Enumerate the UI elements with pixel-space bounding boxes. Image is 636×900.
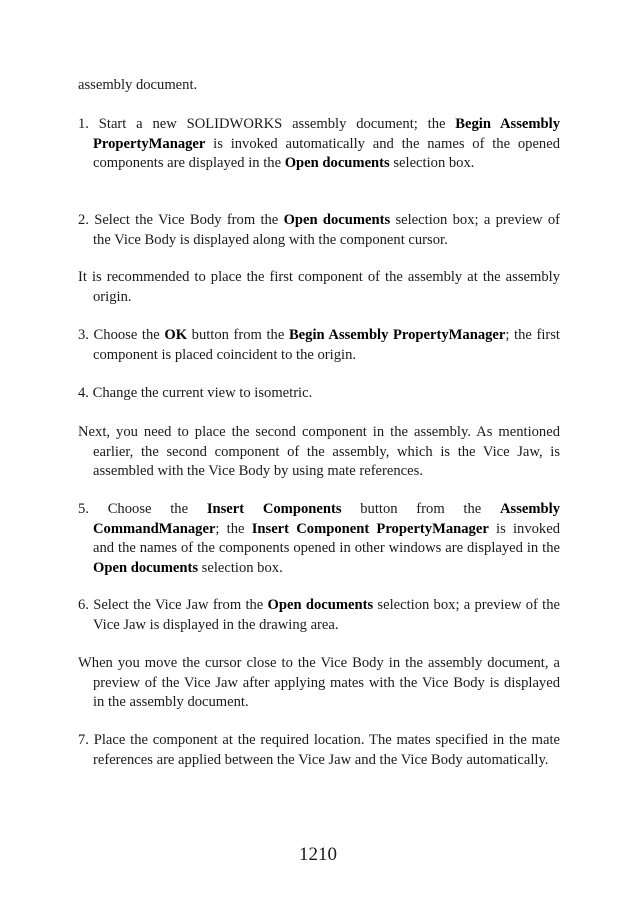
text-run: button from the	[341, 501, 501, 517]
bold-term: Open documents	[93, 559, 199, 576]
text-run: 5. Choose the	[78, 501, 207, 517]
text-run: assembly document.	[78, 77, 198, 93]
bold-term: Open documents	[283, 212, 391, 228]
text-run: is invoked automatically and the names of the opened components are displayed in the	[93, 135, 560, 171]
text-run: button from the	[187, 327, 289, 343]
paragraph-note-origin	[78, 268, 560, 307]
paragraph-step-5	[78, 500, 560, 578]
bold-term: Open documents	[267, 597, 374, 613]
text-run: selection box; a preview of the Vice Jaw is displayed in the drawing area.	[93, 597, 560, 633]
bold-term: Insert Component PropertyManager	[251, 520, 489, 537]
text-run: 7. Place the component at the required location. The mates specified in the mate references are applied between the Vice Jaw and the Vice Body automatically.	[78, 732, 560, 768]
text-run: selection box.	[389, 155, 475, 171]
text-run: 4. Change the current view to isometric.	[78, 385, 313, 401]
paragraph-continuation	[78, 76, 560, 96]
bold-term: Begin Assembly PropertyManager	[288, 327, 506, 343]
paragraph-cursor-preview	[78, 654, 560, 713]
text-run: is invoked and the names of the components opened in other windows are displayed in the	[93, 520, 560, 556]
bold-term: Assembly CommandManager	[93, 501, 561, 537]
text-run: selection box; a preview of the Vice Body is displayed along with the component cursor.	[93, 212, 561, 248]
bold-term: OK	[164, 327, 188, 343]
paragraph-next-component	[78, 423, 560, 482]
text-run: ; the	[215, 520, 252, 537]
paragraph-step-3	[78, 326, 560, 365]
bold-term: Begin Assembly PropertyManager	[93, 116, 560, 152]
bold-term: Open documents	[284, 155, 390, 171]
text-run: 6. Select the Vice Jaw from the	[78, 597, 268, 613]
paragraph-step-4	[78, 384, 560, 404]
page-number: 1210	[299, 844, 337, 865]
text-run: selection box.	[198, 559, 283, 576]
text-run: 2. Select the Vice Body from the	[78, 212, 284, 228]
paragraph-step-7	[78, 731, 560, 770]
text-run: ; the first component is placed coincident to the origin.	[93, 327, 560, 363]
text-run: When you move the cursor close to the Vice Body in the assembly document, a preview of the Vice Jaw after applying mates with the Vice Body is displayed in the assembly document.	[78, 655, 560, 710]
text-run: 3. Choose the	[78, 327, 165, 343]
paragraph-step-2	[78, 211, 560, 250]
text-run: 1. Start a new SOLIDWORKS assembly document; the	[78, 116, 456, 132]
paragraph-step-6	[78, 596, 560, 635]
text-run: It is recommended to place the first component of the assembly at the assembly origin.	[78, 269, 560, 305]
bold-term: Insert Components	[206, 501, 342, 517]
text-run: Next, you need to place the second component in the assembly. As mentioned earlier, the second component of the assembly, which is the Vice Jaw, is assembled with the Vice Body by using mate references.	[78, 424, 560, 479]
paragraph-step-1	[78, 115, 560, 174]
